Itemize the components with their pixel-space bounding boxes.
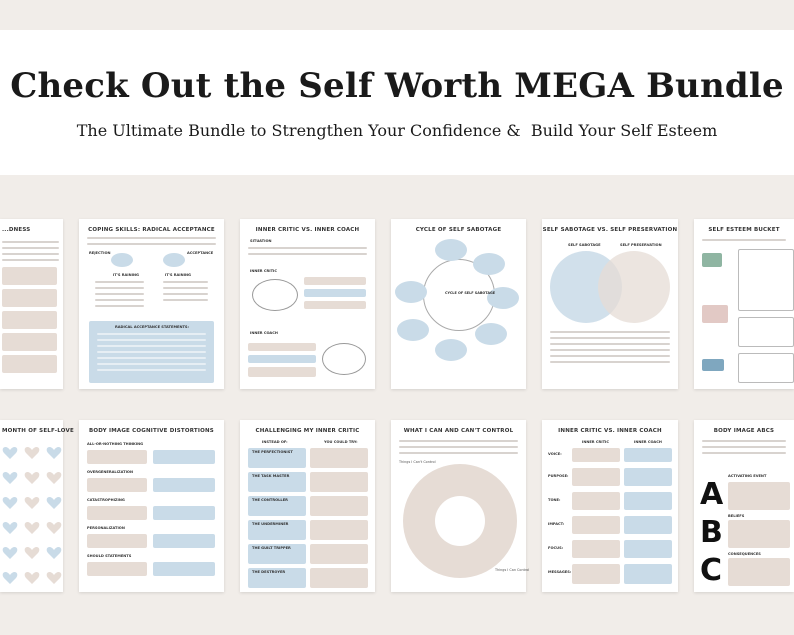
text-lines xyxy=(702,239,786,245)
label-self-sabotage: SELF SABOTAGE xyxy=(568,243,601,247)
label-distortion: ALL-OR-NOTHING THINKING xyxy=(87,442,144,446)
sheet-title: INNER CRITIC VS. INNER COACH xyxy=(255,227,360,233)
beige-block xyxy=(87,506,147,520)
label-distortion: PERSONALIZATION xyxy=(87,526,125,530)
text-lines xyxy=(702,440,786,458)
beige-block xyxy=(2,333,57,351)
cycle-node xyxy=(475,323,507,345)
sheet-title: INNER CRITIC VS. INNER COACH xyxy=(558,428,662,434)
bucket-box xyxy=(738,249,794,311)
heart-icon xyxy=(25,447,40,584)
text-lines xyxy=(97,333,206,375)
sheet-title: WHAT I CAN AND CAN'T CONTROL xyxy=(403,428,514,434)
label-distortion: OVERGENERALIZATION xyxy=(87,470,133,474)
blue-block xyxy=(624,540,672,558)
label-can-control: Things I Can Control xyxy=(495,568,530,572)
sheet-title: COPING SKILLS: RADICAL ACCEPTANCE xyxy=(88,227,215,233)
beige-block xyxy=(310,568,368,588)
critic-type: THE PERFECTIONIST xyxy=(252,450,293,454)
blue-block xyxy=(624,492,672,510)
label-rejection: REJECTION xyxy=(89,251,111,255)
label-inner-critic: INNER CRITIC xyxy=(250,269,277,273)
page-title: Check Out the Self Worth MEGA Bundle xyxy=(10,66,784,106)
text-lines xyxy=(399,440,518,458)
cycle-node xyxy=(395,281,427,303)
heart-icon xyxy=(47,472,62,584)
bucket-box xyxy=(738,317,794,347)
sheet-title: CYCLE OF SELF SABOTAGE xyxy=(415,227,502,233)
blue-block xyxy=(624,564,672,584)
beige-block xyxy=(310,544,368,564)
blue-block xyxy=(624,516,672,534)
sheet-inner-critic-coach-2 xyxy=(542,420,678,592)
sheet-self-esteem-bucket xyxy=(694,219,794,389)
thought-bubble xyxy=(322,343,366,375)
beige-block xyxy=(310,520,368,540)
sheet-title: BODY IMAGE COGNITIVE DISTORTIONS xyxy=(89,428,214,434)
label-inner-coach: INNER COACH xyxy=(634,440,662,444)
sheet-title: BODY IMAGE ABCS xyxy=(713,428,775,434)
cycle-center-label: CYCLE OF SELF SABOTAGE xyxy=(445,291,496,295)
beige-block xyxy=(572,468,620,486)
critic-type: THE DESTROYER xyxy=(252,570,286,574)
sheet-title: ...DNESS xyxy=(2,227,31,233)
leak-icon xyxy=(702,359,724,371)
blue-block xyxy=(153,478,215,492)
blue-block xyxy=(248,355,316,363)
beige-block xyxy=(728,520,790,548)
cloud-icon xyxy=(163,253,185,267)
sheet-body-image-abcs xyxy=(694,420,794,592)
thought-bubble xyxy=(252,279,298,311)
blue-block xyxy=(153,450,215,464)
label-self-preservation: SELF PRESERVATION xyxy=(620,243,662,247)
beige-block xyxy=(2,289,57,307)
sheet-challenging-inner-critic xyxy=(240,420,375,592)
beige-block xyxy=(87,478,147,492)
critic-type: THE GUILT TRIPPER xyxy=(252,546,291,550)
beige-block xyxy=(304,277,366,285)
sheet-sabotage-preservation xyxy=(542,219,678,389)
text-lines xyxy=(2,241,59,265)
label-beliefs: BELIEFS xyxy=(728,514,745,518)
row-label: IMPACT: xyxy=(548,522,565,526)
blue-block xyxy=(304,289,366,297)
text-lines xyxy=(95,281,144,311)
blue-block xyxy=(153,562,215,576)
letter-a: A xyxy=(700,477,724,512)
beige-block xyxy=(2,267,57,285)
label-raining: IT'S RAINING xyxy=(113,273,139,277)
text-lines xyxy=(550,331,670,367)
sheet-title: MONTH OF SELF-LOVE xyxy=(2,428,74,434)
beige-block xyxy=(728,558,790,586)
beige-block xyxy=(304,301,366,309)
cloud-icon xyxy=(111,253,133,267)
bucket-box xyxy=(738,353,794,383)
sheet-inner-critic-coach xyxy=(240,219,375,389)
beige-block xyxy=(572,492,620,510)
label-inner-coach: INNER COACH xyxy=(250,331,278,335)
cycle-node xyxy=(397,319,429,341)
sheet-radical-acceptance xyxy=(79,219,224,389)
row-label: VOICE: xyxy=(548,452,562,456)
blue-block xyxy=(624,468,672,486)
sheet-cycle-sabotage xyxy=(391,219,526,389)
beige-block xyxy=(248,367,316,377)
label-cant-control: Things I Can't Control xyxy=(399,460,436,464)
label-raining: IT'S RAINING xyxy=(165,273,191,277)
beige-block xyxy=(87,450,147,464)
sheet-month-self-love xyxy=(0,420,74,592)
page-subtitle: The Ultimate Bundle to Strengthen Your Confidence & Build Your Self Esteem xyxy=(76,121,718,140)
venn-circle-right xyxy=(598,251,670,323)
label-acceptance: ACCEPTANCE xyxy=(187,251,214,255)
beige-block xyxy=(310,496,368,516)
beige-block xyxy=(87,562,147,576)
sheet-title: SELF ESTEEM BUCKET xyxy=(708,227,780,233)
sheet-title: CHALLENGING MY INNER CRITIC xyxy=(255,428,360,434)
beige-block xyxy=(572,448,620,462)
row-label: TONE: xyxy=(548,498,561,502)
watering-can-icon xyxy=(702,253,722,267)
label-inner-critic: INNER CRITIC xyxy=(582,440,609,444)
hearts-grid xyxy=(0,440,63,590)
heart-icon xyxy=(3,447,18,584)
critic-type: THE CONTROLLER xyxy=(252,498,288,502)
beige-block xyxy=(87,534,147,548)
label-instead-of: INSTEAD OF: xyxy=(262,440,288,444)
text-lines xyxy=(248,247,367,259)
cycle-node xyxy=(473,253,505,275)
sheet-title: SELF SABOTAGE VS. SELF PRESERVATION xyxy=(542,227,678,233)
beige-block xyxy=(310,472,368,492)
label-statements: RADICAL ACCEPTANCE STATEMENTS: xyxy=(115,325,189,329)
blue-block xyxy=(153,534,215,548)
beige-block xyxy=(2,311,57,329)
label-distortion: CATASTROPHIZING xyxy=(87,498,125,502)
label-you-could-try: YOU COULD TRY: xyxy=(324,440,358,444)
sheet-control xyxy=(391,420,530,592)
beige-block xyxy=(572,516,620,534)
bucket-icon xyxy=(702,305,728,323)
critic-type: THE UNDERMINER xyxy=(252,522,289,526)
label-activating: ACTIVATING EVENT xyxy=(728,474,767,478)
cycle-node xyxy=(435,239,467,261)
row-label: MESSAGES: xyxy=(548,570,572,574)
cycle-node xyxy=(435,339,467,361)
sheet-body-image-distortions xyxy=(79,420,224,592)
beige-block xyxy=(572,540,620,558)
label-distortion: SHOULD STATEMENTS xyxy=(87,554,132,558)
label-consequences: CONSEQUENCES xyxy=(728,552,761,556)
text-lines xyxy=(163,281,208,305)
row-label: FOCUS: xyxy=(548,546,564,550)
beige-block xyxy=(2,355,57,373)
label-situation: SITUATION xyxy=(250,239,272,243)
sheet-top-1 xyxy=(0,219,63,389)
beige-block xyxy=(572,564,620,584)
letter-b: B xyxy=(700,515,723,550)
beige-block xyxy=(310,448,368,468)
beige-block xyxy=(248,343,316,351)
critic-type: THE TASK MASTER xyxy=(252,474,290,478)
inner-circle xyxy=(435,496,485,546)
heart-icon xyxy=(47,447,62,559)
letter-c: C xyxy=(700,553,723,588)
blue-block xyxy=(624,448,672,462)
row-label: PURPOSE: xyxy=(548,474,569,478)
beige-block xyxy=(728,482,790,510)
text-lines xyxy=(87,237,216,249)
blue-block xyxy=(153,506,215,520)
